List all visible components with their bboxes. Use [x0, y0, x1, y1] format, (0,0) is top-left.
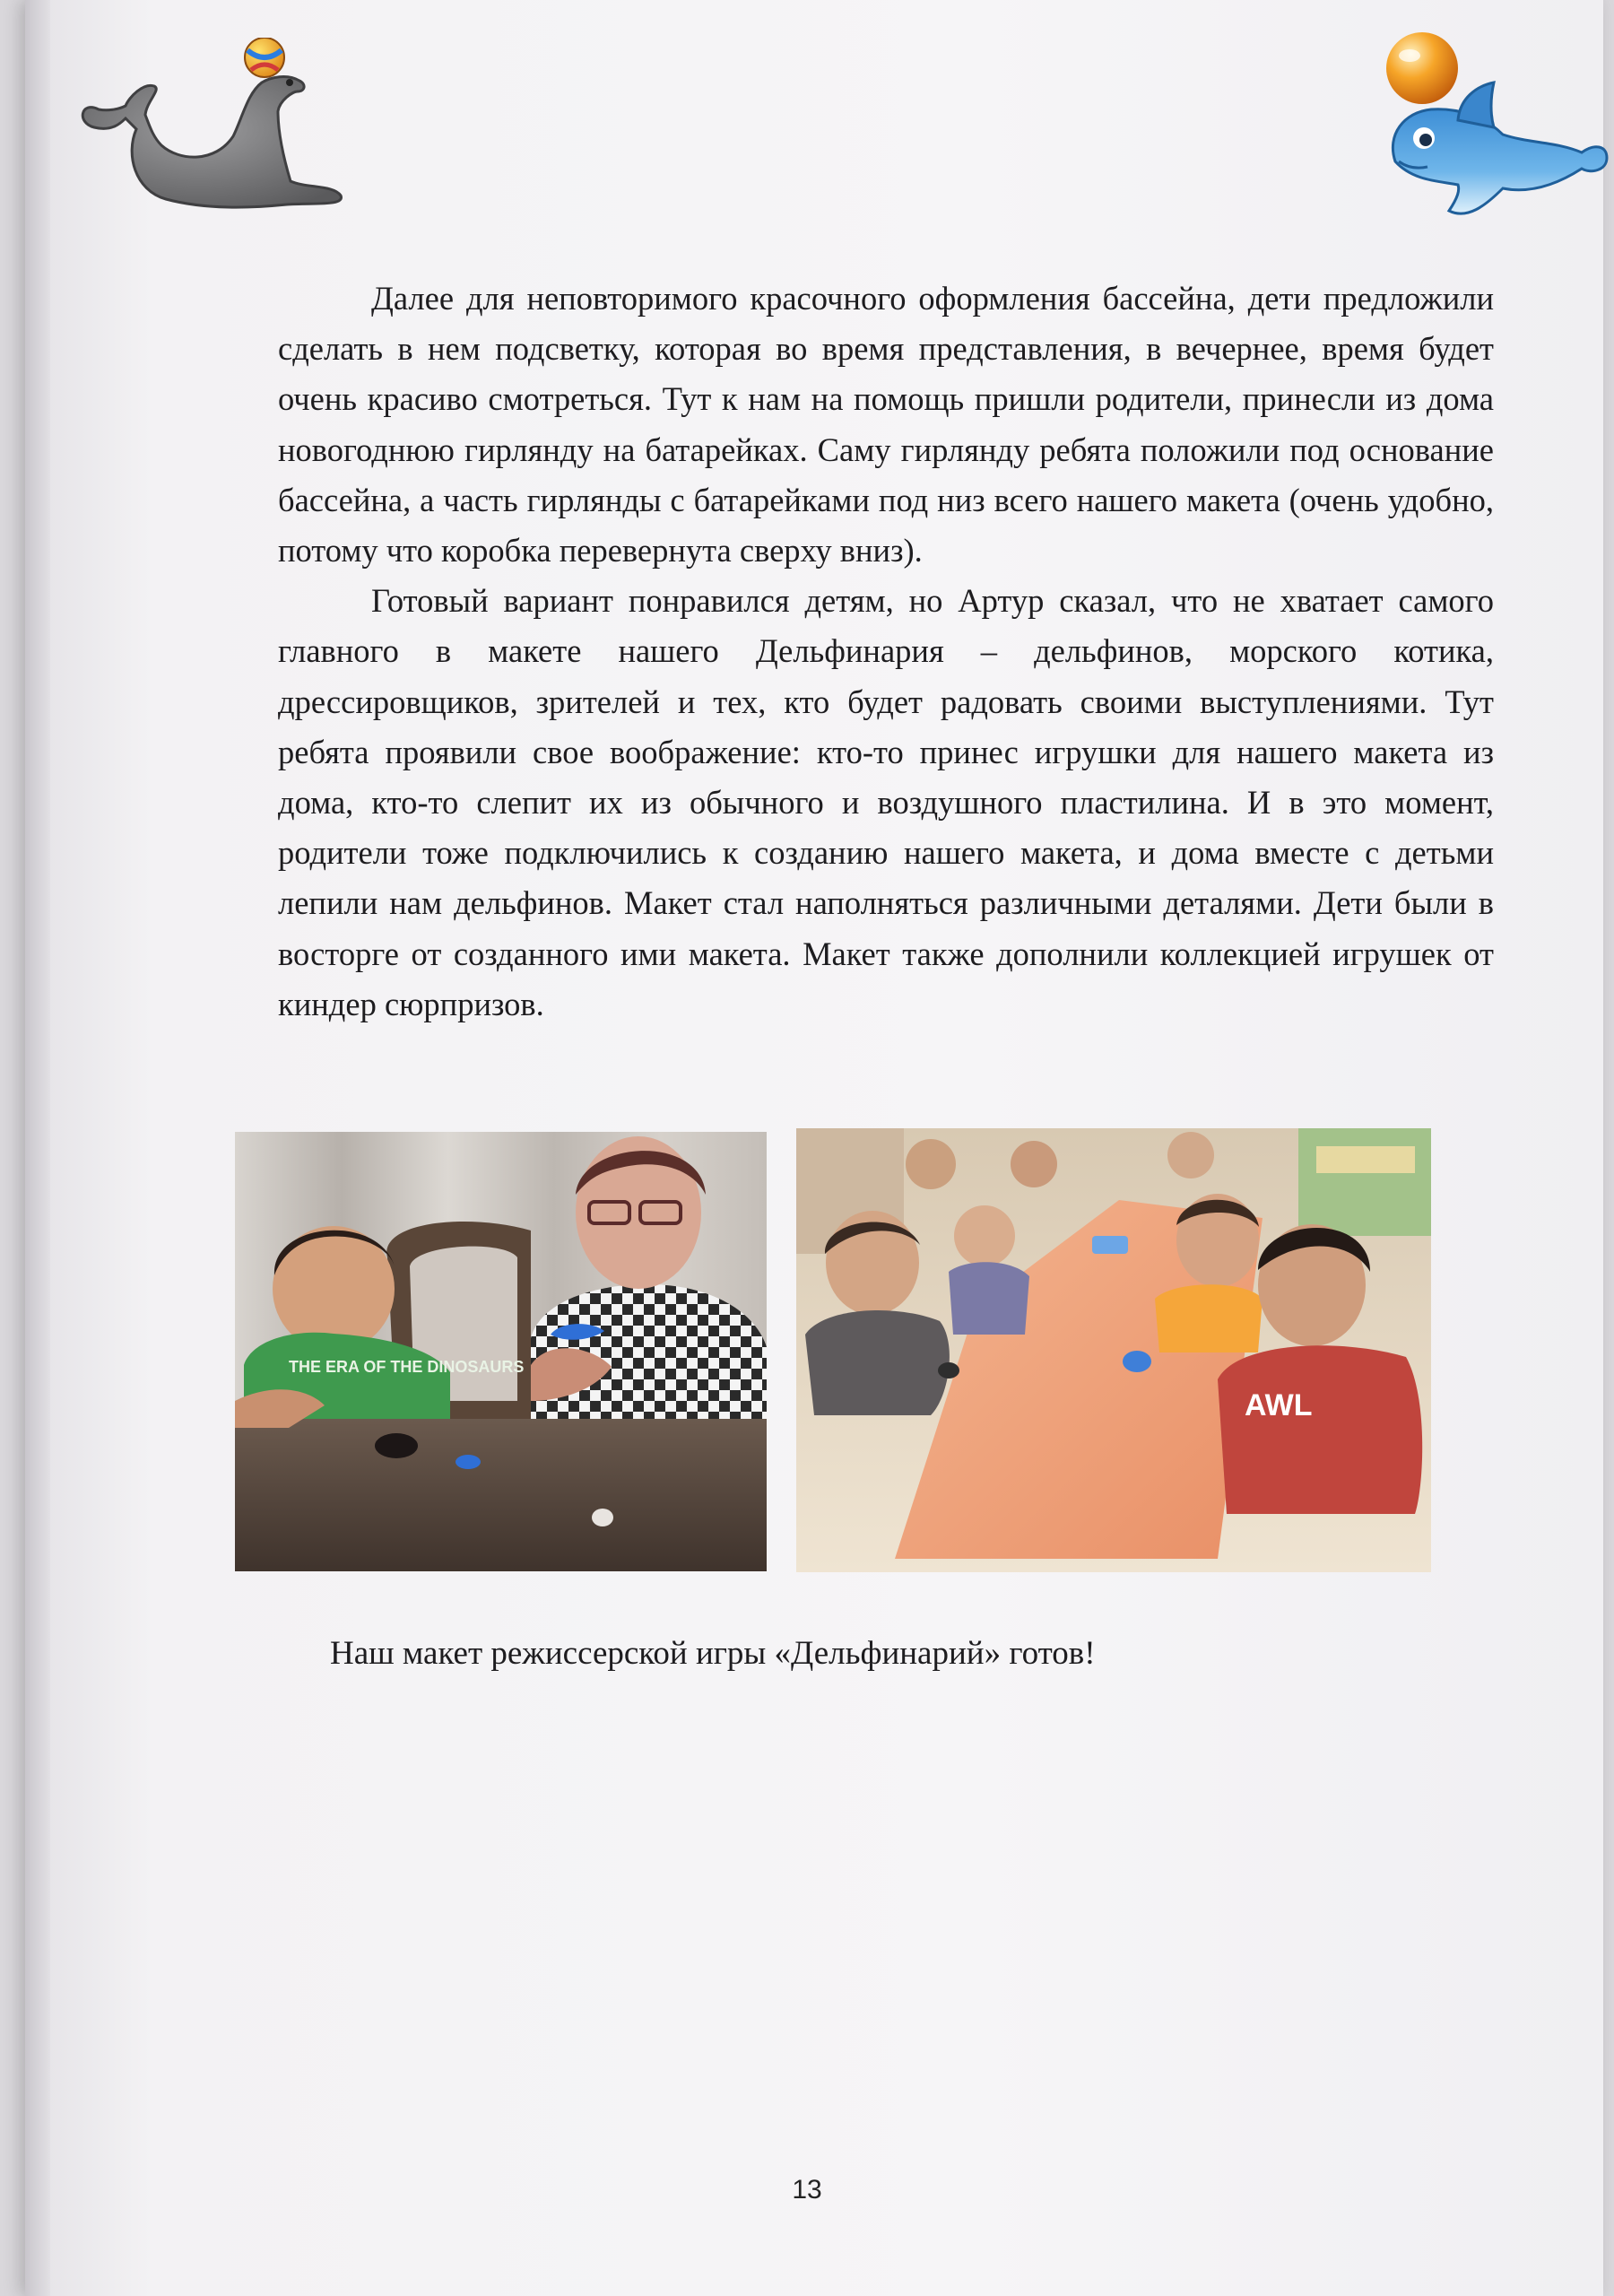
boy-shirt-text: THE ERA OF THE DINOSAURS: [289, 1358, 525, 1376]
boy-shirt-text-right: AWL: [1245, 1388, 1313, 1422]
photo-boy-and-grandmother: [235, 1132, 767, 1571]
body-text: [278, 274, 1494, 1030]
dolphin-with-ball-icon: [1359, 27, 1610, 233]
seal-with-ball-icon: [72, 38, 350, 235]
photo-children-at-table: [796, 1128, 1431, 1572]
page-edge: [25, 0, 50, 2296]
paragraph-2: Готовый вариант понравился детям, но Артур сказал, что не хватает самого главного в макете нашего Дельфинария – дельфинов, морского котика, дрессировщиков, зрителей и тех, кто будет радовать своими выступлениями. Тут ребята проявили свое воображение: кто-то принес игрушки для нашего макета из дома, кто-то слепит их из обычного и воздушного пластилина. И в это момент, родители тоже подключились к созданию нашего макета, и дома вместе с детьми лепили нам дельфинов. Макет стал наполняться различными деталями. Дети были в восторге от созданного ими макета. Макет также дополнили коллекцией игрушек от киндер сюрпризов.: [278, 582, 1494, 1022]
caption: Наш макет режиссерской игры «Дельфинарий» готов!: [330, 1635, 1096, 1672]
page-number: 13: [792, 2175, 822, 2205]
paragraph-1: Далее для неповторимого красочного оформления бассейна, дети предложили сделать в нем подсветку, которая во время представления, в вечернее, время будет очень красиво смотреться. Тут к нам на помощь пришли родители, принесли из дома новогоднюю гирлянду на батарейках. Саму гирлянду ребята положили под основание бассейна, а часть гирлянды с батарейками под низ всего нашего макета (очень удобно, потому что коробка перевернута сверху вниз).: [278, 280, 1494, 570]
